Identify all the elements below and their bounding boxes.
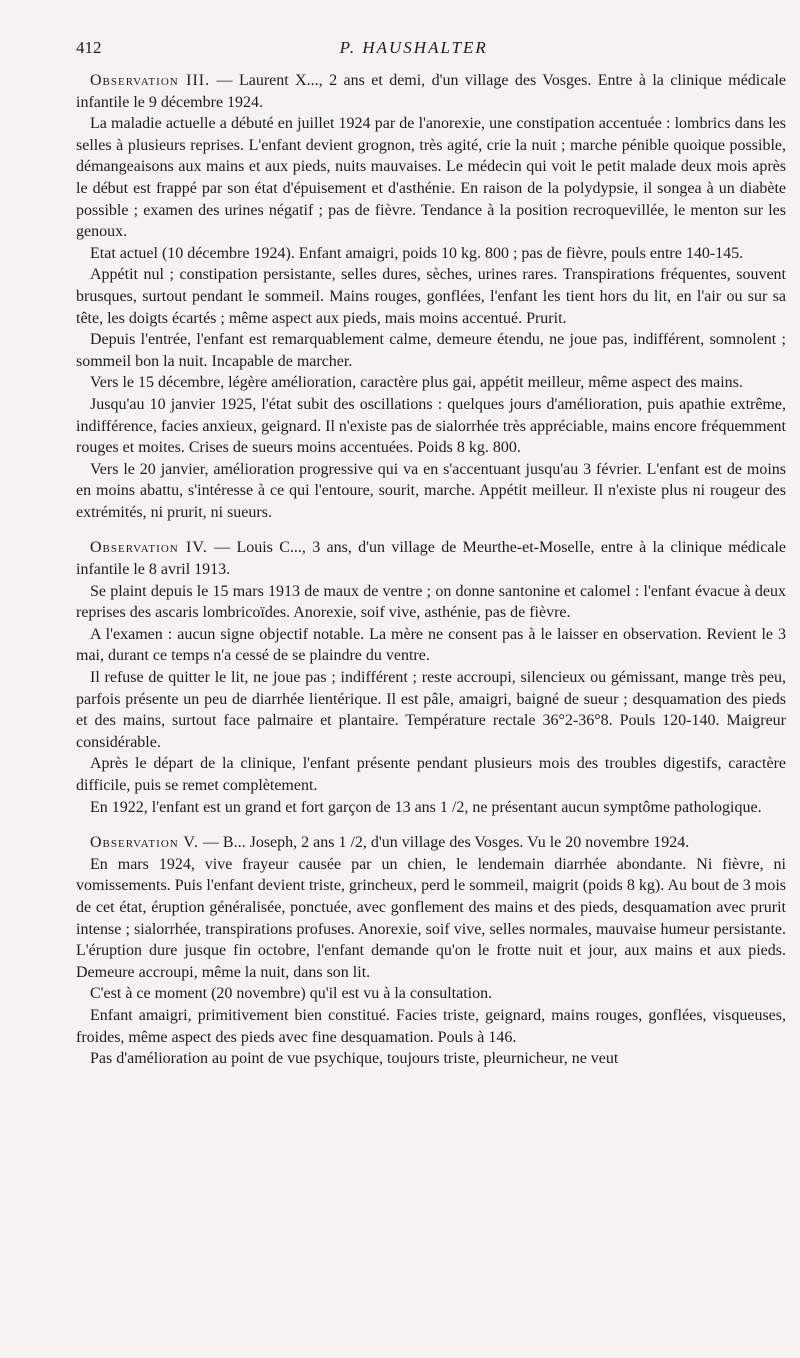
- observation-4: [76, 537, 786, 818]
- paragraph: C'est à ce moment (20 novembre) qu'il est vu à la consultation.: [90, 985, 493, 1003]
- paragraph: Enfant amaigri, primitivement bien constitué. Facies triste, geignard, mains rouges, gonflées, visqueuses, froides, même aspect des pieds avec fine desquamation. Pouls à 146.: [76, 1006, 786, 1046]
- paragraph: Etat actuel (10 décembre 1924). Enfant amaigri, poids 10 kg. 800 ; pas de fièvre, pouls entre 140-145.: [90, 244, 744, 262]
- paragraph: Depuis l'entrée, l'enfant est remarquablement calme, demeure étendu, ne joue pas, indifférent, somnolent ; sommeil bon la nuit. Incapable de marcher.: [76, 331, 786, 370]
- page-number: 412: [76, 38, 102, 57]
- paragraph: Appétit nul ; constipation persistante, selles dures, sèches, urines rares. Transpirations fréquentes, souvent brusques, surtout pendant le sommeil. Mains rouges, gonflées, l'enfant les tient hors du lit, en l'air ou sur sa tête, les doigts écartés ; même aspect aux pieds, mais moins accentué. Prurit.: [76, 266, 786, 327]
- paragraph: A l'examen : aucun signe objectif notable. La mère ne consent pas à le laisser en observation. Revient le 3 mai, durant ce temps n'a cessé de se plaindre du ventre.: [76, 625, 786, 665]
- paragraph: Vers le 20 janvier, amélioration progressive qui va en s'accentuant jusqu'au 3 février. L'enfant est de moins en moins abattu, s'intéresse à ce qui l'entoure, sourit, marche. Appétit meilleur. Il n'existe plus ni rougeur des extrémités, ni prurit, ni sueurs.: [76, 460, 786, 521]
- page: [76, 38, 786, 1084]
- paragraph: En 1922, l'enfant est un grand et fort garçon de 13 ans 1 /2, ne présentant aucun symptôme pathologique.: [90, 798, 762, 816]
- paragraph: Il refuse de quitter le lit, ne joue pas ; indifférent ; reste accroupi, silencieux ou gémissant, mange très peu, parfois présente un peu de diarrhée lientérique. Il est pâle, amaigri, baigné de sueur ; desquamation des pieds et des mains, surtout face palmaire et plantaire. Température rectale 36°2-36°8. Pouls 120-140. Maigreur considérable.: [76, 669, 786, 751]
- paragraph: Vers le 15 décembre, légère amélioration, caractère plus gai, appétit meilleur, même aspect des mains.: [90, 374, 743, 392]
- observation-3: [76, 70, 786, 523]
- running-title: P. HAUSHALTER: [339, 38, 488, 57]
- paragraph: Pas d'amélioration au point de vue psychique, toujours triste, pleurnicheur, ne veut: [90, 1050, 619, 1068]
- paragraph: En mars 1924, vive frayeur causée par un chien, le lendemain diarrhée abondante. Ni fièvre, ni vomissements. Puis l'enfant devient triste, grincheux, perd le sommeil, maigrit (poids 8 kg). Au bout de 3 mois de cet état, éruption généralisée, ponctuée, avec gonflement des mains et des pieds, desquamation avec prurit intense ; sialorrhée, transpirations profuses. Anorexie, soif vive, selles normales, mauvaise humeur persistante. L'éruption dure jusque fin octobre, l'enfant demande qu'on le frotte nuit et jour, aux mains et aux pieds. Demeure accroupi, même la nuit, dans son lit.: [76, 855, 786, 981]
- observation-5: [76, 832, 786, 1070]
- paragraph: Jusqu'au 10 janvier 1925, l'état subit des oscillations : quelques jours d'amélioration, puis apathie extrême, indifférence, facies anxieux, geignard. Il n'existe pas de sialorrhée très appréciable, mains encore fréquemment rouges et moites. Crises de sueurs moins accentuées. Poids 8 kg. 800.: [76, 395, 786, 457]
- paragraph: Après le départ de la clinique, l'enfant présente pendant plusieurs mois des troubles digestifs, caractère difficile, puis se remet complètement.: [76, 755, 786, 794]
- observation-label: Observation IV.: [90, 539, 208, 557]
- paragraph: La maladie actuelle a débuté en juillet 1924 par de l'anorexie, une constipation accentuée : lombrics dans les selles à plusieurs reprises. L'enfant devient grognon, très agité, crie la nuit ; marche pénible quoique possible, démangeaisons aux mains et aux pieds, nuits mauvaises. Le médecin qui voit le petit malade deux mois après le début est frappé par son état d'épuisement et d'asthénie. En raison de la polydypsie, il songea à un diabète possible ; examen des urines négatif ; pas de fièvre. Tendance à la position recroquevillée, le menton sur les genoux.: [76, 115, 786, 241]
- paragraph: Observation IV. — Louis C..., 3 ans, d'un village de Meurthe-et-Moselle, entre à la clinique médicale infantile le 8 avril 1913.: [76, 539, 787, 579]
- paragraph: Observation V. — B... Joseph, 2 ans 1 /2, d'un village des Vosges. Vu le 20 novembre 1924.: [90, 834, 690, 852]
- observation-label: Observation V.: [90, 834, 199, 852]
- paragraph: Observation III. — Laurent X..., 2 ans et demi, d'un village des Vosges. Entre à la clinique médicale infantile le 9 décembre 1924.: [76, 72, 786, 111]
- paragraph: Se plaint depuis le 15 mars 1913 de maux de ventre ; on donne santonine et calomel : l'enfant évacue à deux reprises des ascaris lombricoïdes. Anorexie, soif vive, asthénie, pas de fièvre.: [76, 582, 786, 622]
- page-header: [76, 38, 786, 58]
- observation-label: Observation III.: [90, 72, 211, 89]
